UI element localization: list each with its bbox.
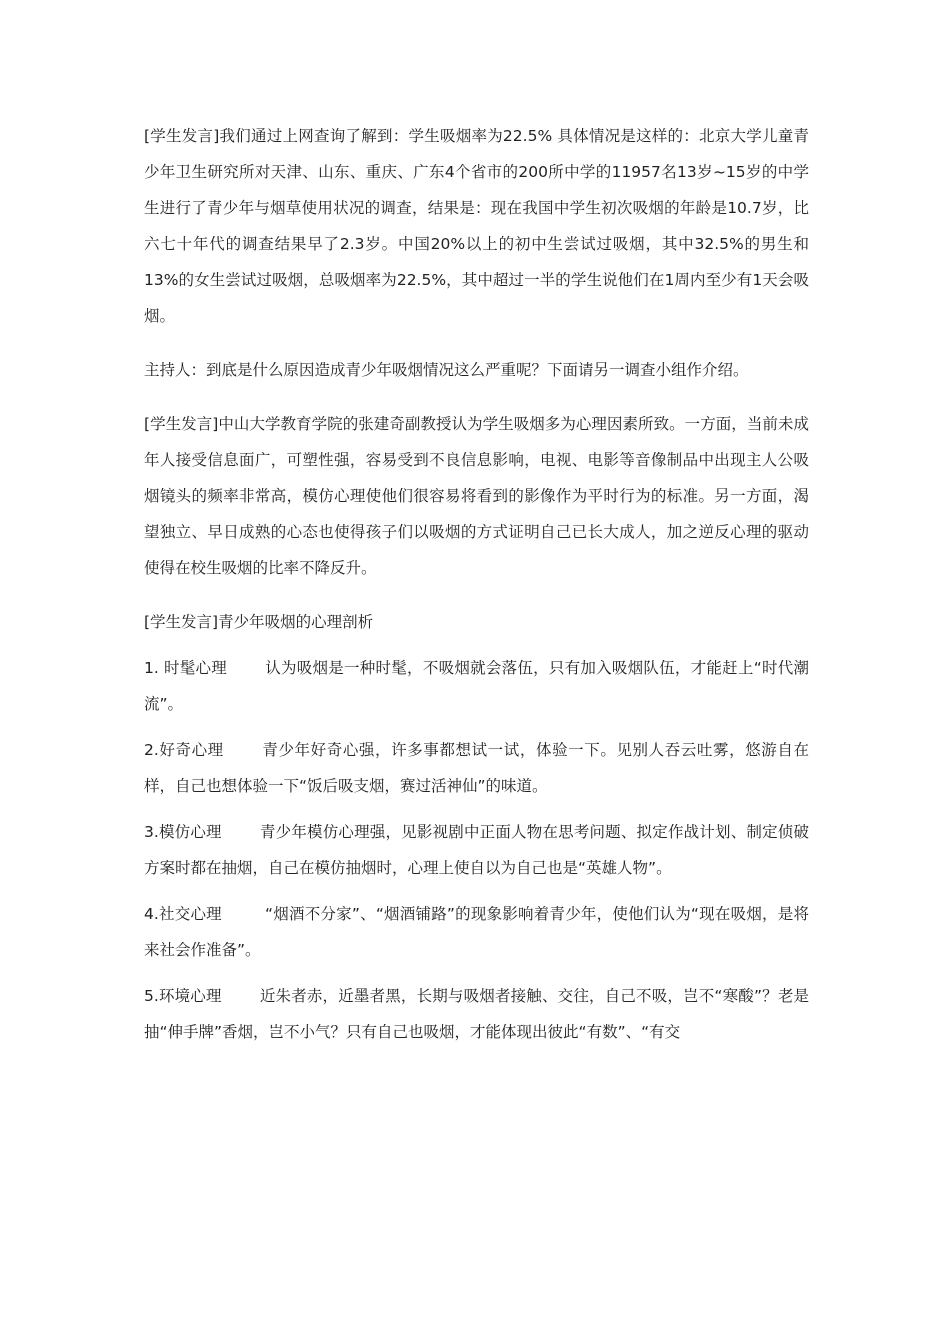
item-heading: 3.模仿心理 — [144, 823, 222, 841]
item-heading: 1. 时髦心理 — [144, 659, 227, 677]
paragraph-survey-findings: [学生发言]我们通过上网查询了解到：学生吸烟率为22.5% 具体情况是这样的：北京大学儿童青少年卫生研究所对天津、山东、重庆、广东4个省市的200所中学的11957名13岁~15岁的中学生进行了青少年与烟草使用状况的调查，结果是：现在我国中学生初次吸烟的年龄是10.7岁，比六七十年代的调查结果早了2.3岁。中国20%以上的初中生尝试过吸烟，其中32.5%的男生和13%的女生尝试过吸烟，总吸烟率为22.5%，其中超过一半的学生说他们在1周内至少有1天会吸烟。 — [144, 127, 809, 325]
item-text: 青少年模仿心理强，见影视剧中正面人物在思考问题、拟定作战计划、制定侦破方案时都在抽烟，自己在模仿抽烟时，心理上使自以为自己也是“英雄人物”。 — [144, 823, 809, 877]
document-body — [144, 118, 809, 1050]
item-text: 青少年好奇心强，许多事都想试一试，体验一下。见别人吞云吐雾，悠游自在样，自己也想体验一下“饭后吸支烟，赛过活神仙”的味道。 — [144, 741, 809, 795]
list-item-environment — [144, 978, 809, 1050]
list-item-curiosity — [144, 732, 809, 804]
item-heading: 5.环境心理 — [144, 987, 222, 1005]
list-item-imitation — [144, 814, 809, 886]
item-text: “烟酒不分家”、“烟酒铺路”的现象影响着青少年，使他们认为“现在吸烟，是将来社会作准备”。 — [144, 905, 809, 959]
paragraph-expert-view: [学生发言]中山大学教育学院的张建奇副教授认为学生吸烟多为心理因素所致。一方面，当前未成年人接受信息面广，可塑性强，容易受到不良信息影响，电视、电影等音像制品中出现主人公吸烟镜头的频率非常高，模仿心理使他们很容易将看到的影像作为平时行为的标准。另一方面，渴望独立、早日成熟的心态也使得孩子们以吸烟的方式证明自己已长大成人，加之逆反心理的驱动使得在校生吸烟的比率不降反升。 — [144, 415, 809, 577]
list-item-fashion — [144, 650, 809, 722]
item-text: 近朱者赤，近墨者黑，长期与吸烟者接触、交往，自己不吸，岂不“寒酸”？老是抽“伸手牌”香烟，岂不小气？只有自己也吸烟，才能体现出彼此“有数”、“有交 — [144, 987, 809, 1041]
paragraph-host-question: 主持人：到底是什么原因造成青少年吸烟情况这么严重呢？下面请另一调查小组作介绍。 — [144, 361, 749, 379]
paragraph-analysis-heading: [学生发言]青少年吸烟的心理剖析 — [144, 613, 374, 631]
item-heading: 4.社交心理 — [144, 905, 222, 923]
list-item-social — [144, 896, 809, 968]
item-text: 认为吸烟是一种时髦，不吸烟就会落伍，只有加入吸烟队伍，才能赶上“时代潮流”。 — [144, 659, 809, 713]
item-heading: 2.好奇心理 — [144, 741, 224, 759]
